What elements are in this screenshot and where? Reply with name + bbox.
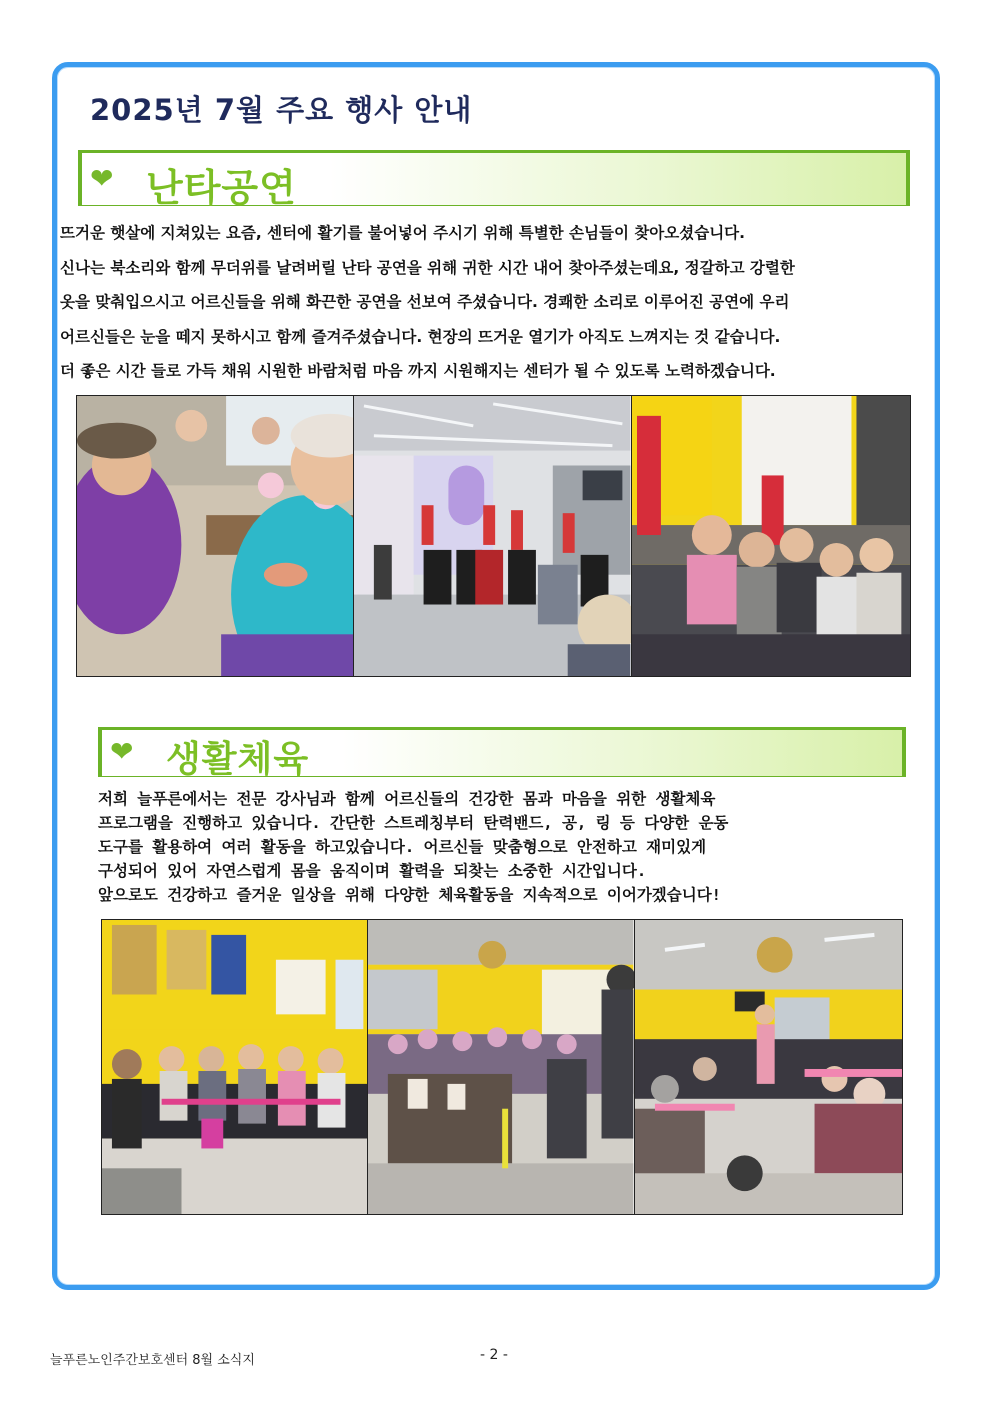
section-paragraph-sports	[98, 787, 728, 907]
photo-circle-exercise	[635, 920, 902, 1214]
photo-audience-watching	[632, 396, 910, 676]
section-header-nanta	[78, 150, 910, 210]
paragraph-line: 더 좋은 시간 들로 가득 채워 시원한 바람처럼 마음 까지 시원해지는 센터가 될 수 있도록 노력하겠습니다.	[60, 362, 776, 380]
page-title: 2025년 7월 주요 행사 안내	[90, 93, 473, 127]
photo-row-nanta	[76, 395, 911, 677]
footer-page-number: - 2 -	[480, 1347, 508, 1363]
heart-icon: ❤	[110, 735, 134, 768]
section-paragraph-nanta	[60, 216, 795, 389]
paragraph-line: 옷을 맞춰입으시고 어르신들을 위해 화끈한 공연을 선보여 주셨습니다. 경쾌한 소리로 이루어진 공연에 우리	[60, 293, 790, 311]
paragraph-line: 프로그램을 진행하고 있습니다. 간단한 스트레칭부터 탄력밴드, 공, 링 등 다양한 운동	[98, 814, 729, 832]
paragraph-line: 앞으로도 건강하고 즐거운 일상을 위해 다양한 체육활동을 지속적으로 이어가겠습니다!	[98, 886, 722, 904]
paragraph-line: 구성되어 있어 자연스럽게 몸을 움직이며 활력을 되찾는 소중한 시간입니다.	[98, 862, 647, 880]
section-title: 난타공연	[146, 166, 297, 210]
heart-icon: ❤	[90, 162, 114, 195]
paragraph-line: 도구를 활용하여 여러 활동을 하고있습니다. 어르신들 맞춤형으로 안전하고 재미있게	[98, 838, 707, 856]
photo-seniors-clapping	[77, 396, 354, 676]
paragraph-line: 어르신들은 눈을 떼지 못하시고 함께 즐겨주셨습니다. 현장의 뜨거운 열기가 아직도 느껴지는 것 같습니다.	[60, 327, 781, 346]
section-title: 생활체육	[166, 739, 310, 780]
paragraph-line: 신나는 북소리와 함께 무더위를 날려버릴 난타 공연을 위해 귀한 시간 내어 찾아주셨는데요, 정갈하고 강렬한	[60, 258, 795, 277]
photo-band-exercise-hall	[368, 920, 634, 1214]
section-header-sports	[98, 727, 906, 780]
footer-newsletter-name: 늘푸른노인주간보호센터 8월 소식지	[50, 1353, 255, 1368]
paragraph-line: 저희 늘푸른에서는 전문 강사님과 함께 어르신들의 건강한 몸과 마음을 위한 생활체육	[98, 790, 716, 808]
photo-row-sports	[101, 919, 903, 1215]
photo-drum-performance	[354, 396, 631, 676]
paragraph-line: 뜨거운 햇살에 지쳐있는 요즘, 센터에 활기를 불어넣어 주시기 위해 특별한 손님들이 찾아오셨습니다.	[60, 224, 746, 242]
photo-stretching-class	[102, 920, 368, 1214]
